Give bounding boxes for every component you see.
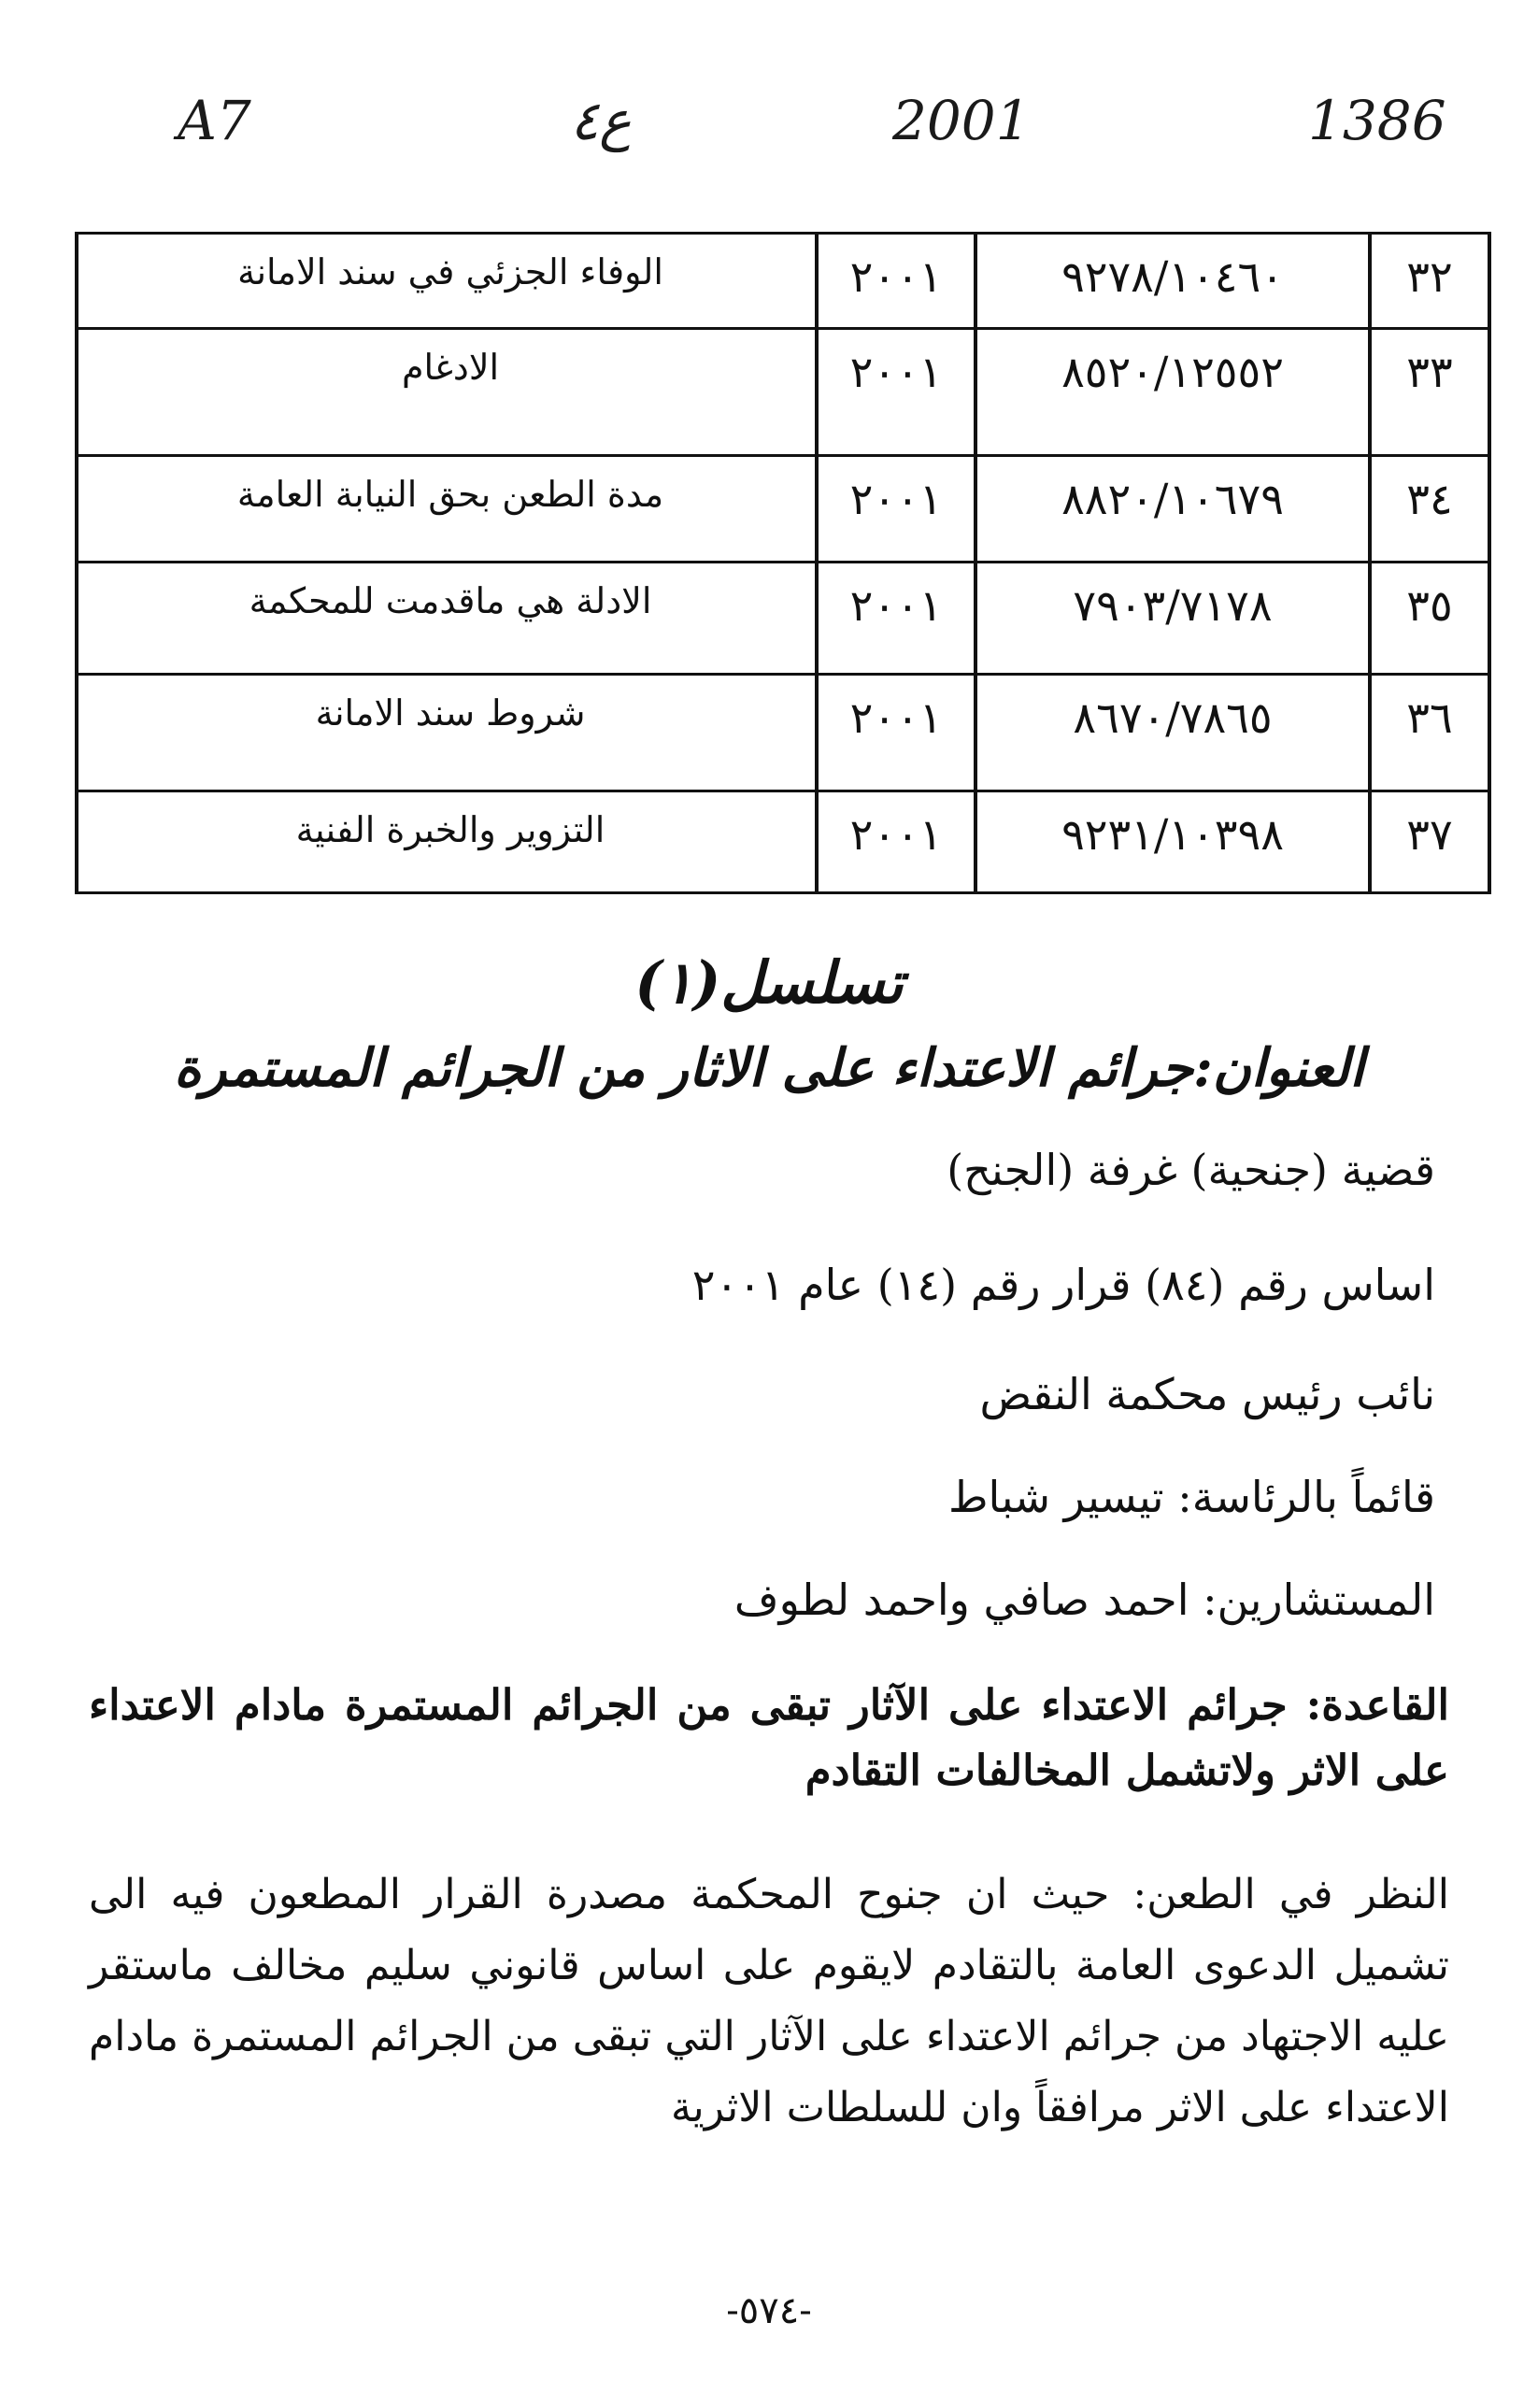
table-row — [78, 327, 1488, 454]
row-reference: ٩٢٧٨/١٠٤٦٠ — [974, 235, 1368, 327]
series-heading: تسلسل(١) — [634, 948, 904, 1017]
row-number: ٣٦ — [1368, 676, 1488, 790]
row-number: ٣٣ — [1368, 330, 1488, 454]
case-line: قضية (جنحية) غرفة (الجنح) — [947, 1145, 1435, 1195]
row-reference: ٨٦٧٠/٧٨٦٥ — [974, 676, 1368, 790]
body-paragraph: النظر في الطعن: حيث ان جنوح المحكمة مصدرة القرار المطعون فيه الى تشميل الدعوى العامة بالتقادم لايقوم على اساس قانوني سليم مخالف ماستقر عليه الاجتهاد من جرائم الاعتداء على الآثار التي تبقى من الجرائم المستمرة مادام الاعتداء على الاثر مرافقاً وان للسلطات الاثرية — [89, 1871, 1449, 2131]
table-row — [78, 232, 1488, 327]
row-reference: ٨٥٢٠/١٢٥٥٢ — [974, 330, 1368, 454]
handwritten-note-3: 2001 — [892, 89, 1031, 152]
table-row — [78, 454, 1488, 561]
basis-line: اساس رقم (٨٤) قرار رقم (١٤) عام ٢٠٠١ — [691, 1260, 1435, 1310]
row-reference: ٧٩٠٣/٧١٧٨ — [974, 563, 1368, 673]
handwritten-note-4: 1386 — [1308, 89, 1446, 152]
table-row — [78, 561, 1488, 673]
row-number: ٣٤ — [1368, 457, 1488, 561]
handwritten-note-1: A7 — [178, 89, 251, 152]
row-year: ٢٠٠١ — [815, 792, 974, 891]
page-number: -٥٧٤- — [726, 2289, 812, 2332]
title-heading: العنوان:جرائم الاعتداء على الاثار من الجرائم المستمرة — [174, 1037, 1364, 1099]
row-year: ٢٠٠١ — [815, 330, 974, 454]
row-title: مدة الطعن بحق النيابة العامة — [236, 474, 664, 515]
row-reference: ٩٢٣١/١٠٣٩٨ — [974, 792, 1368, 891]
row-reference: ٨٨٢٠/١٠٦٧٩ — [974, 457, 1368, 561]
row-title: شروط سند الامانة — [315, 692, 586, 734]
presiding-line: قائماً بالرئاسة: تيسير شباط — [948, 1472, 1435, 1522]
row-year: ٢٠٠١ — [815, 235, 974, 327]
row-year: ٢٠٠١ — [815, 676, 974, 790]
row-title: الادغام — [401, 347, 500, 388]
table-row — [78, 673, 1488, 790]
handwritten-note-2: ع٤ — [570, 89, 632, 152]
row-title: الادلة هي ماقدمت للمحكمة — [249, 580, 652, 621]
row-year: ٢٠٠١ — [815, 563, 974, 673]
index-table — [75, 232, 1491, 894]
row-number: ٣٢ — [1368, 235, 1488, 327]
rule-paragraph: القاعدة: جرائم الاعتداء على الآثار تبقى من الجرائم المستمرة مادام الاعتداء على الاثر ولاتشمل المخالفات التقادم — [89, 1680, 1449, 1795]
row-year: ٢٠٠١ — [815, 457, 974, 561]
row-number: ٣٧ — [1368, 792, 1488, 891]
advisors-line: المستشارين: احمد صافي واحمد لطوف — [733, 1574, 1435, 1625]
position-line: نائب رئيس محكمة النقض — [979, 1369, 1435, 1419]
row-title: التزوير والخبرة الفنية — [295, 809, 605, 850]
table-row — [78, 790, 1488, 894]
row-title: الوفاء الجزئي في سند الامانة — [237, 251, 663, 292]
row-number: ٣٥ — [1368, 563, 1488, 673]
